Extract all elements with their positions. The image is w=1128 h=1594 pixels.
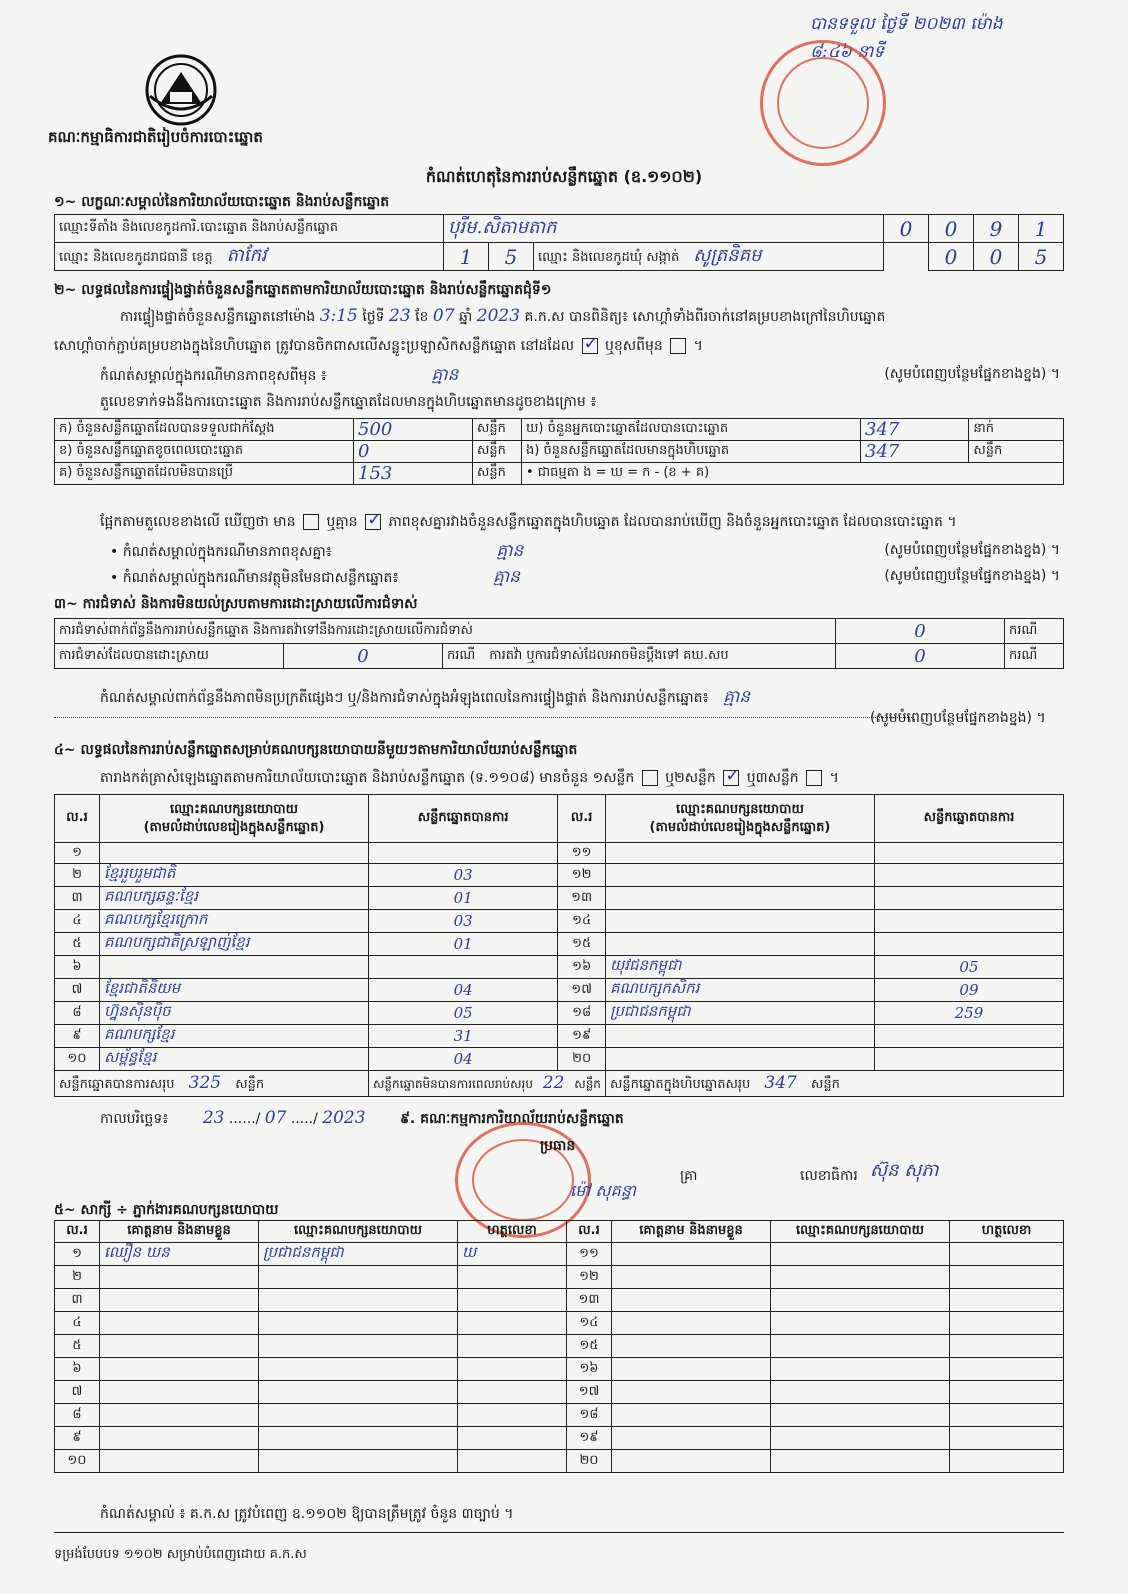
witness-signature: [458, 1312, 567, 1335]
row-number: ១០: [55, 1048, 100, 1071]
secretary-name: ស៊ុន សុភា: [870, 1160, 939, 1181]
witness-party: [771, 1243, 950, 1266]
diff-no-checkbox: [365, 514, 381, 530]
row-number: ១០: [55, 1450, 100, 1473]
party-name: [605, 933, 874, 956]
row-number: ១៩: [567, 1427, 612, 1450]
witness-party: [259, 1312, 458, 1335]
row-number: ២: [55, 1266, 100, 1289]
witness-name: [100, 1381, 259, 1404]
witness-name: [100, 1266, 259, 1289]
resolved-count: 0: [284, 644, 443, 669]
party-votes: 04: [369, 1048, 558, 1071]
row-number: ៤: [55, 910, 100, 933]
verify-line: ការផ្ទៀងផ្ទាត់ចំនួនសន្លឹកឆ្នោតនៅម៉ោង 3:15 ថ្ងៃទី 23 ខែ 07 ឆ្នាំ 2023 គ.ក.ស បានពិនិត្យ៖ សោហ្គាំទាំងពីរចាក់នៅគម្របខាងក្រៅនៃហិបឆ្នោត: [120, 306, 886, 326]
irregularity-suffix: (សូមបំពេញបន្ថែមផ្នែកខាងខ្នង) ។: [870, 710, 1046, 726]
witness-signature: [950, 1358, 1064, 1381]
commune-label: ឈ្មោះ និងលេខកូដឃុំ សង្កាត់ សូត្រនិគម: [534, 243, 884, 271]
row-number: ១៨: [558, 1002, 606, 1025]
witness-party: [771, 1266, 950, 1289]
witness-signature: [950, 1289, 1064, 1312]
witness-party: [259, 1289, 458, 1312]
section3-title: ៣~ ការជំទាស់ និងការមិនយល់ស្របតាមការដោះស្រាយលើការជំទាស់: [54, 596, 418, 612]
two-sheets-checkbox: [723, 770, 739, 786]
witness-name: [100, 1404, 259, 1427]
party-name: [100, 843, 369, 864]
witness-name: [612, 1404, 771, 1427]
party-votes: 03: [369, 864, 558, 887]
row-number: ១៧: [567, 1381, 612, 1404]
difference-line: ផ្អែកតាមតួលេខខាងលើ ឃើញថា មាន ឬគ្មាន ✓ ភាពខុសគ្នារវាងចំនួនសន្លឹកឆ្នោតក្នុងហិបឆ្នោត ដែលបានរាប់ឃើញ និងចំនួនអ្នកបោះឆ្នោត ដែលបានបោះឆ្នោត ។: [100, 512, 957, 533]
row-number: ១១: [558, 843, 606, 864]
witness-signature: [458, 1289, 567, 1312]
witness-party: [771, 1404, 950, 1427]
witness-party: [771, 1427, 950, 1450]
total-valid-cell: សន្លឹកឆ្នោតបានការសរុប 325 សន្លឹក: [55, 1071, 369, 1097]
location-value: បុរីម.សិតាមតាក: [444, 215, 884, 243]
location-code-1: 0: [884, 215, 929, 243]
party-name: សម្ព័ន្ធខ្មែរ: [100, 1048, 369, 1071]
row-number: ៦: [55, 1358, 100, 1381]
row-number: ១៦: [558, 956, 606, 979]
witness-name: [612, 1381, 771, 1404]
party-row: [55, 1025, 1064, 1048]
spoiled-count: 0: [354, 441, 473, 463]
party-name: [605, 1025, 874, 1048]
party-votes: 01: [369, 933, 558, 956]
witness-party: [771, 1450, 950, 1473]
party-votes: 04: [369, 979, 558, 1002]
intact-checkbox: [582, 338, 598, 354]
row-number: ១៣: [558, 887, 606, 910]
witness-signature: [458, 1427, 567, 1450]
row-number: ២០: [567, 1450, 612, 1473]
party-votes: [369, 843, 558, 864]
party-votes: [369, 956, 558, 979]
row-number: ១៨: [567, 1404, 612, 1427]
verify-time: 3:15: [319, 306, 358, 326]
count-row: ខ) ចំនួនសន្លឹកឆ្នោតខូចពេលបោះឆ្នោត 0 សន្លឹក ង) ចំនួនសន្លឹកឆ្នោតដែលមានក្នុងហិបឆ្នោត 347 សន្លឹក: [55, 441, 1064, 463]
witness-name: [612, 1450, 771, 1473]
witness-name: ឈឿន ឃន: [100, 1243, 259, 1266]
row-number: ១: [55, 1243, 100, 1266]
witness-party: [771, 1289, 950, 1312]
witness-name: [100, 1450, 259, 1473]
row-number: ១១: [567, 1243, 612, 1266]
party-votes: 31: [369, 1025, 558, 1048]
row-number: ១២: [558, 864, 606, 887]
party-votes: [874, 887, 1063, 910]
witness-signature: [458, 1358, 567, 1381]
province-value: តាកែវ: [226, 245, 267, 266]
party-name: គណបក្សឆន្ទៈខ្មែរ: [100, 887, 369, 910]
box-count: 347: [861, 441, 969, 463]
witness-party: [771, 1358, 950, 1381]
party-name: គណបក្សខ្មែរក្រោក: [100, 910, 369, 933]
foreign-object-line: • កំណត់សម្គាល់ក្នុងករណីមានវត្ថុមិនមែនជាសន្លឹកឆ្នោត៖ គ្មាន (សូមបំពេញបន្ថែមផ្នែកខាងខ្នង) ។: [110, 567, 1060, 587]
witness-row: [55, 1266, 1064, 1289]
location-code-4: 1: [1019, 215, 1064, 243]
row-number: ៩: [55, 1025, 100, 1048]
witness-row: [55, 1427, 1064, 1450]
party-votes: 03: [369, 910, 558, 933]
row-number: ២០: [558, 1048, 606, 1071]
row-number: ៤: [55, 1312, 100, 1335]
party-name: យុវជនកម្ពុជា: [605, 956, 874, 979]
appeal-count: 0: [836, 644, 1005, 669]
row-number: ៣: [55, 1289, 100, 1312]
witness-party: [771, 1312, 950, 1335]
witness-signature: [950, 1266, 1064, 1289]
row-number: ១៧: [558, 979, 606, 1002]
witness-name: [612, 1289, 771, 1312]
province-code-1: 1: [444, 243, 489, 271]
row-number: ១៤: [567, 1312, 612, 1335]
witness-signature: [458, 1266, 567, 1289]
witness-name: [100, 1289, 259, 1312]
row-number: ២: [55, 864, 100, 887]
witness-signature: [950, 1312, 1064, 1335]
witness-signature: [458, 1335, 567, 1358]
witness-party: [259, 1335, 458, 1358]
party-name: គណបក្សខ្មែរ: [100, 1025, 369, 1048]
total-invalid: 22: [542, 1073, 565, 1093]
witness-row: [55, 1381, 1064, 1404]
diff-note-value: គ្មាន: [496, 541, 524, 561]
witness-party: [259, 1266, 458, 1289]
witness-signature: [950, 1450, 1064, 1473]
counts-table: [54, 418, 1064, 485]
row-number: ៣: [55, 887, 100, 910]
witness-party: [259, 1450, 458, 1473]
witness-signature: [950, 1404, 1064, 1427]
location-code-2: 0: [929, 215, 974, 243]
witness-party: [771, 1335, 950, 1358]
row-number: ៩: [55, 1427, 100, 1450]
party-results-table: ល.រ ឈ្មោះគណបក្សនយោបាយ (តាមលំដាប់លេខរៀងក្នុងសន្លឹកឆ្នោត) សន្លឹកឆ្នោតបានការ ល.រ ឈ្មោះគណបក្សនយោបាយ (តាមលំដាប់លេខរៀងក្នុងសន្លឹកឆ្នោត) សន្លឹកឆ្នោតបានការ ១ ១១ ២ ខ្មែររួបរួមជាតិ 03 ១២ ៣ គណបក្សឆន្ទៈខ្មែរ 01 ១៣ ៤ គណបក្សខ្មែរក្រោក 03 ១៤ ៥ គណបក្សជាតិស្រឡាញ់ខ្មែរ 01 ១៥ ៦ ១៦ យុវជនកម្ពុជា 05 ៧ ខ្មែរជាតិនិយម 04 ១៧ គណបក្សកសិករ 09 ៨ ហ្វ៊ុនស៊ិនប៉ិច 05 ១៨ ប្រជាជនកម្ពុជា 259 ៩ គណបក្សខ្មែរ 31 ១៩ ១០ សម្ព័ន្ធខ្មែរ 04 ២០ សន្លឹកឆ្នោតបានការសរុប 325 សន្លឹក សន្លឹកឆ្នោតមិនបានការពេលរាប់សរុប 22 សន្លឹក សន្លឹកឆ្នោតក្នុងហិបឆ្នោតសរុប 347 សន្លឹក: [54, 794, 1064, 1097]
province-label: ឈ្មោះ និងលេខកូដរាជធានី ខេត្ត តាកែវ: [55, 243, 444, 271]
witness-row: [55, 1243, 1064, 1266]
witness-signature: [950, 1335, 1064, 1358]
change-note-value: គ្មាន: [431, 365, 459, 385]
witness-signature: [458, 1450, 567, 1473]
row-number: ១៤: [558, 910, 606, 933]
count-row: ក) ចំនួនសន្លឹកឆ្នោតដែលបានទទួលជាក់ស្តែង 500 សន្លឹក ឃ) ចំនួនអ្នកបោះឆ្នោតដែលបានបោះឆ្នោត 347 នាក់: [55, 419, 1064, 441]
witness-party: [259, 1427, 458, 1450]
sheets-line: តារាងកត់ត្រាសំឡេងឆ្នោតតាមការិយាល័យបោះឆ្នោត និងរាប់សន្លឹកឆ្នោត (ទ.១១០៨) មានចំនួន ១សន្លឹក ឬ២សន្លឹក ✓ ឬ៣សន្លឹក ។: [100, 768, 839, 789]
three-sheets-checkbox: [806, 770, 822, 786]
party-votes: [874, 933, 1063, 956]
verify-year: 2023: [476, 306, 521, 326]
received-note: បានទទួល ថ្ងៃទី ២០២៣ ម៉ោង ៨:៤៦ នាទី: [810, 14, 1003, 62]
chair-label: ប្រធាន: [540, 1138, 576, 1154]
count-row: គ) ចំនួនសន្លឹកឆ្នោតដែលមិនបានប្រើ 153 សន្លឹក • ជាធម្មតា ង = ឃ = ក - (ខ + គ): [55, 463, 1064, 485]
location-code-3: 9: [974, 215, 1019, 243]
row-number: ៥: [55, 1335, 100, 1358]
diff-note-line: • កំណត់សម្គាល់ក្នុងករណីមានភាពខុសគ្នា៖ គ្មាន (សូមបំពេញបន្ថែមផ្នែកខាងខ្នង) ។: [110, 541, 1060, 561]
witness-signature: ឃ: [458, 1243, 567, 1266]
changed-checkbox: [670, 338, 686, 354]
objections-table: ការជំទាស់ពាក់ព័ន្ធនឹងការរាប់សន្លឹកឆ្នោត និងការតវ៉ាទៅនឹងការដោះស្រាយលើការជំទាស់ 0 ករណី ការជំទាស់ដែលបានដោះស្រាយ 0 ករណី ការតវ៉ា ឬការជំទាស់ដែលអាចមិនប្តឹងទៅ គឃ.សប 0 ករណី: [54, 618, 1064, 669]
witness-row: [55, 1289, 1064, 1312]
commune-code-3: 5: [1019, 243, 1064, 271]
party-row: [55, 910, 1064, 933]
party-name: ខ្មែររួបរួមជាតិ: [100, 864, 369, 887]
witness-signature: [950, 1427, 1064, 1450]
witness-name: [612, 1243, 771, 1266]
total-box: 347: [764, 1072, 797, 1093]
witness-name: [100, 1312, 259, 1335]
total-valid: 325: [188, 1072, 222, 1093]
row-number: ១៥: [567, 1335, 612, 1358]
row-number: ១៥: [558, 933, 606, 956]
row-number: ៥: [55, 933, 100, 956]
row-number: ៧: [55, 979, 100, 1002]
party-votes: [874, 1048, 1063, 1071]
witness-name: [612, 1266, 771, 1289]
witness-party: [259, 1404, 458, 1427]
change-note-line: កំណត់សម្គាល់ក្នុងករណីមានភាពខុសពីមុន ៖ គ្មាន (សូមបំពេញបន្ថែមផ្នែកខាងខ្នង) ។: [100, 365, 1060, 385]
chair-name: ម៉ៅ សុគន្ធា: [570, 1181, 637, 1200]
party-row: [55, 887, 1064, 910]
party-votes: [874, 1025, 1063, 1048]
section5-title: ៥~ សាក្សី ÷ ភ្នាក់ងារគណបក្សនយោបាយ: [54, 1202, 279, 1218]
party-name: [605, 910, 874, 933]
witness-name: [100, 1335, 259, 1358]
witness-signature: [458, 1404, 567, 1427]
witness-name: [100, 1427, 259, 1450]
unused-count: 153: [354, 463, 473, 485]
row-number: ១៩: [558, 1025, 606, 1048]
data-intro: តួលេខទាក់ទងនឹងការបោះឆ្នោត និងការរាប់សន្លឹកឆ្នោតដែលមានក្នុងហិបឆ្នោតមានដូចខាងក្រោម ៖: [100, 394, 597, 410]
diff-yes-checkbox: [303, 514, 319, 530]
party-row: [55, 1048, 1064, 1071]
party-votes: [874, 843, 1063, 864]
witness-signature: [950, 1381, 1064, 1404]
section4-title: ៤~ លទ្ធផលនៃការរាប់សន្លឹកឆ្នោតសម្រាប់គណបក្សនយោបាយនីមួយៗតាមការិយាល័យរាប់សន្លឹកឆ្នោត: [54, 742, 578, 758]
party-row: [55, 843, 1064, 864]
party-votes: 09: [874, 979, 1063, 1002]
party-votes: [874, 910, 1063, 933]
witness-row: [55, 1404, 1064, 1427]
section2-title: ២~ លទ្ធផលនៃការផ្ទៀងផ្ទាត់ចំនួនសន្លឹកឆ្នោតតាមការិយាល័យបោះឆ្នោត និងរាប់សន្លឹកឆ្នោតជុំទី១: [54, 282, 552, 298]
member-label: គ្រា: [680, 1168, 698, 1184]
secretary-label: លេខាធិការ: [800, 1168, 858, 1184]
row-number: ៨: [55, 1002, 100, 1025]
witness-name: [100, 1358, 259, 1381]
party-name: [605, 887, 874, 910]
commune-code-2: 0: [974, 243, 1019, 271]
party-name: [100, 956, 369, 979]
form-footer: ទម្រង់បែបបទ ១១០២ សម្រាប់បំពេញដោយ គ.ក.ស: [54, 1547, 307, 1562]
witness-row: [55, 1312, 1064, 1335]
witness-name: [612, 1335, 771, 1358]
row-number: ១៣: [567, 1289, 612, 1312]
irregularity-note: កំណត់សម្គាល់ពាក់ព័ន្ធនឹងភាពមិនប្រក្រតីផ្សេងៗ ឬ/និងការជំទាស់ក្នុងអំឡុងពេលនៃការផ្ទៀងផ្ទាត់ និងការរាប់សន្លឹកឆ្នោត៖ គ្មាន: [100, 687, 751, 707]
section1-title: ១~ លក្ខណៈសម្គាល់នៃការិយាល័យបោះឆ្នោត និងរាប់សន្លឹកឆ្នោត: [54, 194, 390, 210]
witness-name: [612, 1427, 771, 1450]
fill-line: [54, 716, 914, 718]
verify-line-2: សោហ្គាំចាក់ភ្ជាប់គម្របខាងក្នុងនៃហិបឆ្នោត ត្រូវបានចិកពាសលើសន្លូះប្រឡាសិកសន្លឹកឆ្នោត នៅដដែល ✓ ឬខុសពីមុន ។: [54, 336, 703, 357]
party-row: [55, 979, 1064, 1002]
party-row: [55, 956, 1064, 979]
voters-count: 347: [861, 419, 969, 441]
witness-name: [612, 1312, 771, 1335]
party-row: [55, 933, 1064, 956]
party-name: ហ្វ៊ុនស៊ិនប៉ិច: [100, 1002, 369, 1025]
party-votes: 05: [369, 1002, 558, 1025]
total-box-cell: សន្លឹកឆ្នោតក្នុងហិបឆ្នោតសរុប 347 សន្លឹក: [605, 1071, 1063, 1097]
objections-count: 0: [836, 619, 1005, 644]
party-name: គណបក្សជាតិស្រឡាញ់ខ្មែរ: [100, 933, 369, 956]
section1-table: [54, 214, 1064, 271]
location-label: ឈ្មោះទីតាំង និងលេខកូដការិ.បោះឆ្នោត និងរាប់សន្លឹកឆ្នោត: [55, 215, 444, 243]
irregularity-value: គ្មាន: [723, 687, 751, 707]
witness-party: [771, 1381, 950, 1404]
witness-party: [259, 1358, 458, 1381]
witness-party: [259, 1381, 458, 1404]
verify-day: 23: [389, 306, 411, 326]
official-stamp-top: [760, 40, 886, 166]
party-name: ប្រជាជនកម្ពុជា: [605, 1002, 874, 1025]
row-number: ១២: [567, 1266, 612, 1289]
row-number: ៨: [55, 1404, 100, 1427]
verify-month: 07: [432, 306, 455, 326]
row-number: ១: [55, 843, 100, 864]
party-name: [605, 1048, 874, 1071]
foreign-object-value: គ្មាន: [493, 567, 520, 587]
party-votes: [874, 864, 1063, 887]
witness-party: ប្រជាជនកម្ពុជា: [259, 1243, 458, 1266]
witness-row: [55, 1450, 1064, 1473]
row-number: ៦: [55, 956, 100, 979]
party-name: ខ្មែរជាតិនិយម: [100, 979, 369, 1002]
witness-signature: [950, 1243, 1064, 1266]
witness-row: [55, 1335, 1064, 1358]
footnote: កំណត់សម្គាល់ ៖ គ.ក.ស ត្រូវបំពេញ ឧ.១១០២ ឱ្យបានត្រឹមត្រូវ ចំនួន ៣ច្បាប់ ។: [100, 1506, 514, 1522]
party-votes: 259: [874, 1002, 1063, 1025]
commune-code-1: 0: [929, 243, 974, 271]
party-name: [605, 843, 874, 864]
committee-name: គណៈកម្មាធិការជាតិរៀបចំការបោះឆ្នោត: [48, 128, 263, 146]
party-votes: 01: [369, 887, 558, 910]
row-number: ៧: [55, 1381, 100, 1404]
party-row: [55, 1002, 1064, 1025]
nec-emblem-icon: [140, 52, 222, 128]
party-row: [55, 864, 1064, 887]
received-count: 500: [354, 419, 473, 441]
party-votes: 05: [874, 956, 1063, 979]
witness-signature: [458, 1381, 567, 1404]
witness-row: [55, 1358, 1064, 1381]
province-code-2: 5: [489, 243, 534, 271]
witness-table: ល.រ គោត្តនាម និងនាមខ្លួន ឈ្មោះគណបក្សនយោបាយ ហត្ថលេខា ល.រ គោត្តនាម និងនាមខ្លួន ឈ្មោះគណបក្សនយោបាយ ហត្ថលេខា ១ ឈឿន ឃន ប្រជាជនកម្ពុជា ឃ ១១ ២ ១២ ៣ ១៣ ៤ ១៤ ៥ ១៥ ៦ ១៦ ៧ ១៧ ៨ ១៨ ៩ ១៩ ១០ ២០: [54, 1220, 1064, 1473]
party-name: គណបក្សកសិករ: [605, 979, 874, 1002]
form-title: កំណត់ហេតុនៃការរាប់សន្លឹកឆ្នោត (ឧ.១១០២): [425, 167, 703, 186]
party-name: [605, 864, 874, 887]
row-number: ១៦: [567, 1358, 612, 1381]
total-invalid-cell: សន្លឹកឆ្នោតមិនបានការពេលរាប់សរុប 22 សន្លឹក: [369, 1071, 606, 1097]
witness-name: [612, 1358, 771, 1381]
date-line: កាលបរិច្ឆេទ៖ 23 ....../ 07 ...../ 2023 ៩. គណៈកម្មការការិយាល័យរាប់សន្លឹកឆ្នោត: [100, 1108, 624, 1128]
one-sheet-checkbox: [642, 770, 658, 786]
footer-divider: [54, 1532, 1064, 1533]
commune-value: សូត្រនិគម: [693, 245, 762, 266]
